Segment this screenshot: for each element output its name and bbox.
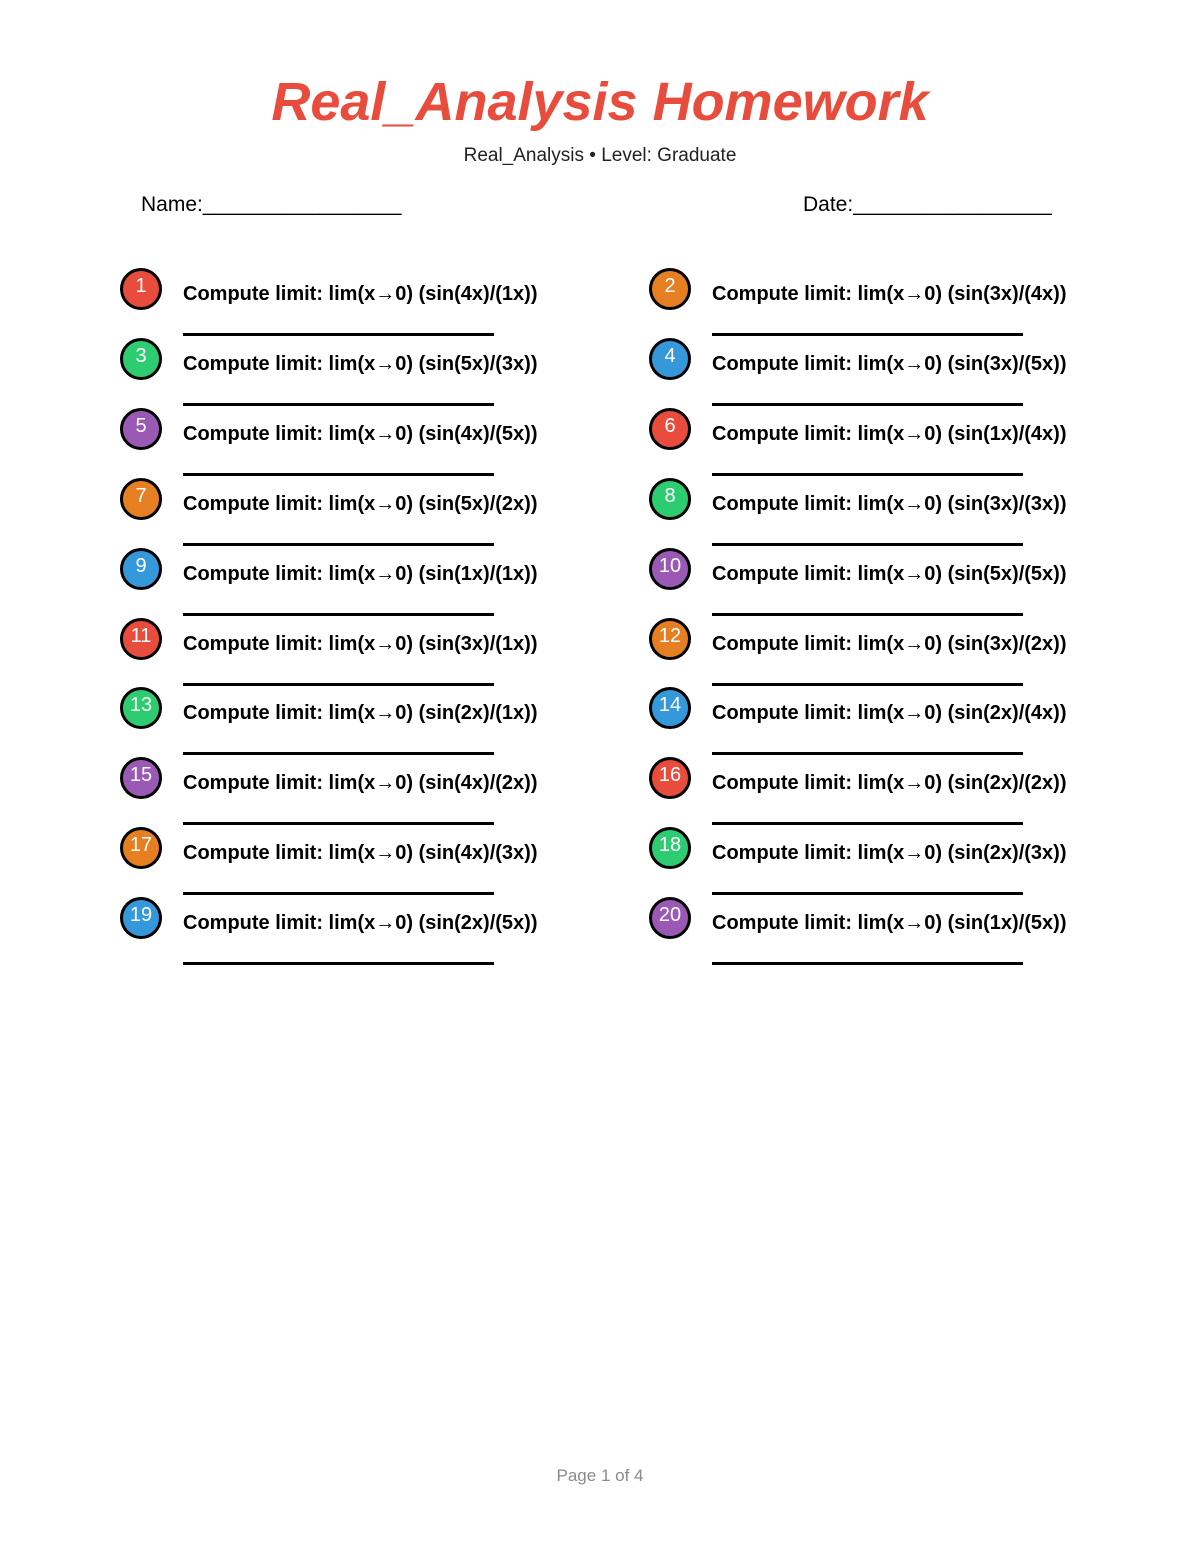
answer-line[interactable] (712, 752, 1023, 755)
answer-line[interactable] (183, 333, 494, 336)
problem-item (649, 618, 1169, 688)
answer-line[interactable] (183, 892, 494, 895)
problem-item (120, 478, 640, 548)
answer-line[interactable] (712, 822, 1023, 825)
answer-line[interactable] (183, 543, 494, 546)
problem-text: Compute limit: lim(x→0) (sin(1x)/(4x)) (712, 423, 1067, 445)
problem-text: Compute limit: lim(x→0) (sin(3x)/(4x)) (712, 283, 1067, 305)
date-field: Date:_________________ (803, 193, 1052, 216)
problem-text: Compute limit: lim(x→0) (sin(1x)/(5x)) (712, 912, 1067, 934)
problem-item (649, 757, 1169, 827)
problem-number-badge: 4 (649, 338, 691, 380)
problem-number-badge: 1 (120, 268, 162, 310)
problem-text: Compute limit: lim(x→0) (sin(2x)/(4x)) (712, 702, 1067, 724)
problem-number-badge: 20 (649, 897, 691, 939)
answer-line[interactable] (183, 962, 494, 965)
problem-item (120, 408, 640, 478)
problem-item (649, 338, 1169, 408)
problem-number-badge: 14 (649, 687, 691, 729)
problem-text: Compute limit: lim(x→0) (sin(2x)/(5x)) (183, 912, 538, 934)
problem-number-badge: 15 (120, 757, 162, 799)
problem-number-badge: 16 (649, 757, 691, 799)
problem-number-badge: 8 (649, 478, 691, 520)
page-indicator: Page 1 of 4 (556, 1466, 644, 1485)
problem-number-badge: 17 (120, 827, 162, 869)
answer-line[interactable] (183, 822, 494, 825)
answer-line[interactable] (712, 613, 1023, 616)
answer-line[interactable] (183, 403, 494, 406)
answer-line[interactable] (712, 892, 1023, 895)
problem-item (120, 687, 640, 757)
answer-line[interactable] (183, 613, 494, 616)
problem-number-badge: 13 (120, 687, 162, 729)
problem-text: Compute limit: lim(x→0) (sin(2x)/(3x)) (712, 842, 1067, 864)
problem-text: Compute limit: lim(x→0) (sin(4x)/(2x)) (183, 772, 538, 794)
answer-line[interactable] (712, 473, 1023, 476)
answer-line[interactable] (712, 543, 1023, 546)
answer-line[interactable] (183, 683, 494, 686)
answer-line[interactable] (712, 962, 1023, 965)
problem-text: Compute limit: lim(x→0) (sin(2x)/(2x)) (712, 772, 1067, 794)
problem-number-badge: 2 (649, 268, 691, 310)
problem-item (649, 548, 1169, 618)
problem-number-badge: 9 (120, 548, 162, 590)
problem-item (120, 618, 640, 688)
problem-text: Compute limit: lim(x→0) (sin(3x)/(2x)) (712, 633, 1067, 655)
problem-number-badge: 11 (120, 618, 162, 660)
answer-line[interactable] (712, 333, 1023, 336)
problem-text: Compute limit: lim(x→0) (sin(3x)/(5x)) (712, 353, 1067, 375)
problem-item (649, 268, 1169, 338)
problem-item (649, 827, 1169, 897)
name-field: Name:_________________ (141, 193, 402, 216)
problem-text: Compute limit: lim(x→0) (sin(3x)/(3x)) (712, 493, 1067, 515)
problem-item (120, 548, 640, 618)
problem-text: Compute limit: lim(x→0) (sin(5x)/(2x)) (183, 493, 538, 515)
problem-number-badge: 5 (120, 408, 162, 450)
page-subtitle: Real_Analysis • Level: Graduate (463, 145, 737, 166)
problem-item (120, 827, 640, 897)
answer-line[interactable] (712, 403, 1023, 406)
problem-text: Compute limit: lim(x→0) (sin(1x)/(1x)) (183, 563, 538, 585)
problem-item (120, 897, 640, 967)
problem-number-badge: 6 (649, 408, 691, 450)
problem-number-badge: 12 (649, 618, 691, 660)
page-title: Real_Analysis Homework (271, 72, 929, 132)
problem-number-badge: 3 (120, 338, 162, 380)
problem-text: Compute limit: lim(x→0) (sin(3x)/(1x)) (183, 633, 538, 655)
problem-item (120, 338, 640, 408)
problem-item (649, 478, 1169, 548)
problem-text: Compute limit: lim(x→0) (sin(2x)/(1x)) (183, 702, 538, 724)
answer-line[interactable] (183, 473, 494, 476)
problem-number-badge: 10 (649, 548, 691, 590)
problem-item (649, 687, 1169, 757)
problem-number-badge: 19 (120, 897, 162, 939)
problem-number-badge: 7 (120, 478, 162, 520)
problem-text: Compute limit: lim(x→0) (sin(5x)/(5x)) (712, 563, 1067, 585)
problem-text: Compute limit: lim(x→0) (sin(4x)/(5x)) (183, 423, 538, 445)
answer-line[interactable] (712, 683, 1023, 686)
problem-item (120, 757, 640, 827)
problem-text: Compute limit: lim(x→0) (sin(4x)/(3x)) (183, 842, 538, 864)
problem-text: Compute limit: lim(x→0) (sin(4x)/(1x)) (183, 283, 538, 305)
problem-text: Compute limit: lim(x→0) (sin(5x)/(3x)) (183, 353, 538, 375)
problem-item (120, 268, 640, 338)
answer-line[interactable] (183, 752, 494, 755)
problem-item (649, 408, 1169, 478)
problem-number-badge: 18 (649, 827, 691, 869)
problem-item (649, 897, 1169, 967)
